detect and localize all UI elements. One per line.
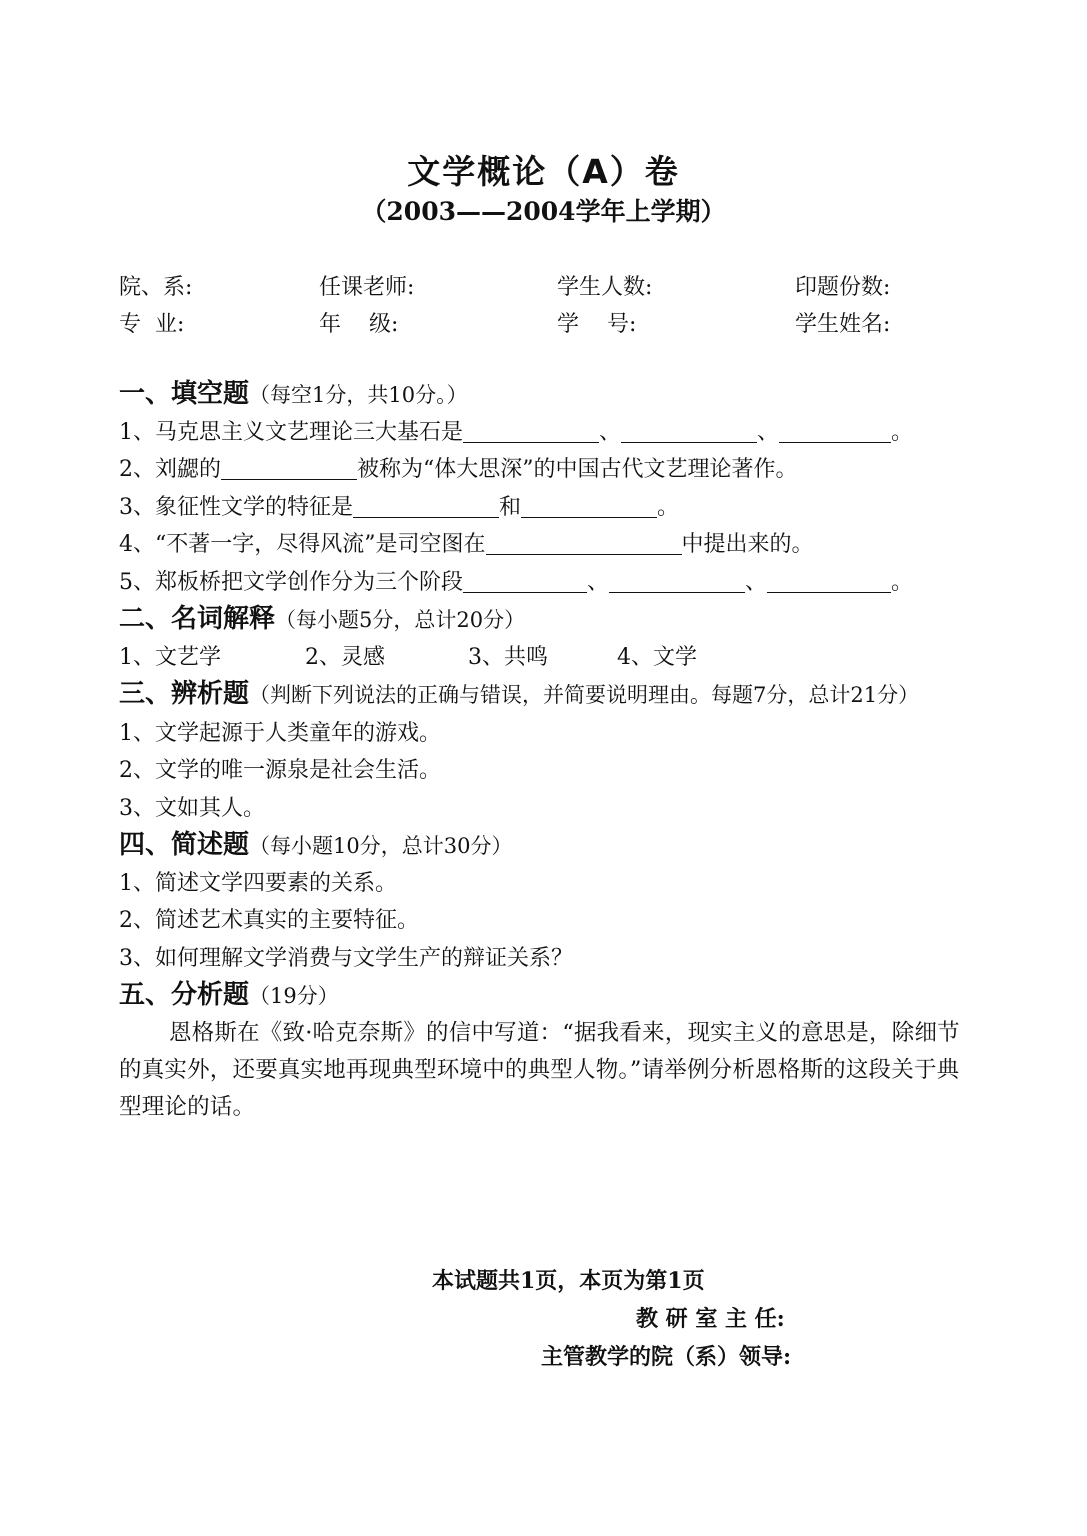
exam-title: 文学概论（A）卷 — [407, 152, 680, 191]
section-title: 二、名词解释 — [119, 604, 276, 634]
answer-blank[interactable] — [521, 493, 657, 518]
meta-student-count: 学生人数: — [557, 275, 653, 300]
separator: 、 — [745, 569, 768, 595]
question-text: 2、刘勰的 — [119, 457, 221, 482]
section-title: 四、简述题 — [119, 830, 250, 860]
separator: 、 — [599, 419, 622, 445]
question-text: 和 — [499, 494, 522, 520]
meta-major: 专 业: — [119, 312, 185, 337]
section-note: （19分） — [249, 984, 339, 1008]
term-item: 4、文学 — [617, 644, 697, 670]
answer-blank[interactable] — [621, 418, 757, 443]
exam-subtitle: （2003——2004学年上学期） — [361, 197, 726, 226]
question-4 — [119, 526, 977, 564]
answer-blank[interactable] — [353, 493, 499, 518]
meta-student-id: 学 号: — [557, 312, 637, 337]
separator: 。 — [891, 419, 914, 445]
answer-blank[interactable] — [609, 568, 745, 593]
section-note: （每小题10分，总计30分） — [249, 834, 513, 858]
director-signature-label: 教 研 室 主 任: — [636, 1306, 785, 1332]
question-text: 3、象征性文学的特征是 — [119, 494, 353, 520]
separator: 、 — [587, 569, 610, 595]
term-list — [119, 639, 977, 677]
section-note: （判断下列说法的正确与错误，并简要说明理由。每题7分，总计21分） — [249, 683, 920, 707]
meta-row-2 — [119, 307, 979, 341]
answer-blank[interactable] — [767, 568, 891, 593]
question-text: 5、郑板桥把文学创作分为三个阶段 — [119, 569, 463, 595]
exam-body — [119, 376, 977, 1126]
short-answer-item: 1、简述文学四要素的关系。 — [119, 870, 397, 896]
meta-copies: 印题份数: — [795, 275, 891, 300]
question-text: 1、马克思主义文艺理论三大基石是 — [119, 419, 463, 445]
judgement-item: 3、文如其人。 — [119, 795, 265, 821]
question-text: 4、“不著一字，尽得风流”是司空图在 — [119, 532, 486, 557]
separator: 。 — [891, 569, 914, 595]
question-2 — [119, 451, 977, 489]
question-3 — [119, 489, 977, 527]
section-essay — [119, 977, 977, 1015]
meta-grade: 年 级: — [319, 312, 399, 337]
separator: 。 — [657, 494, 680, 520]
answer-blank[interactable] — [463, 568, 587, 593]
meta-department: 院、系: — [119, 275, 193, 300]
answer-blank[interactable] — [486, 530, 682, 555]
section-title: 三、辨析题 — [119, 679, 250, 709]
page-count: 本试题共1页，本页为第1页 — [432, 1268, 705, 1294]
section-title: 五、分析题 — [119, 980, 250, 1010]
question-5 — [119, 564, 977, 602]
section-title: 一、填空题 — [119, 379, 250, 409]
judgement-item: 1、文学起源于人类童年的游戏。 — [119, 720, 441, 746]
leader-signature-label: 主管教学的院（系）领导: — [541, 1344, 792, 1370]
answer-blank[interactable] — [779, 418, 891, 443]
section-note: （每小题5分，总计20分） — [275, 608, 526, 632]
section-analysis-judgement — [119, 676, 977, 715]
section-definitions — [119, 601, 977, 639]
question-text: 中提出来的。 — [681, 532, 814, 557]
question-text: 被称为“体大思深”的中国古代文艺理论著作。 — [357, 457, 798, 482]
meta-student-name: 学生姓名: — [795, 312, 891, 337]
judgement-item: 2、文学的唯一源泉是社会生活。 — [119, 758, 441, 783]
answer-blank[interactable] — [463, 418, 599, 443]
meta-row-1 — [119, 270, 979, 304]
section-fill-in — [119, 376, 977, 414]
short-answer-item: 3、如何理解文学消费与文学生产的辩证关系？ — [119, 945, 573, 971]
meta-teacher: 任课老师: — [319, 275, 415, 300]
term-item: 2、灵感 — [305, 644, 385, 670]
section-note: （每空1分，共10分。） — [249, 383, 468, 407]
section-short-answer — [119, 827, 977, 865]
term-item: 1、文艺学 — [119, 644, 221, 670]
short-answer-item: 2、简述艺术真实的主要特征。 — [119, 908, 419, 933]
term-item: 3、共鸣 — [468, 644, 548, 670]
answer-blank[interactable] — [221, 455, 357, 480]
separator: 、 — [757, 419, 780, 445]
question-1 — [119, 414, 977, 452]
essay-prompt: 恩格斯在《致·哈克奈斯》的信中写道：“据我看来，现实主义的意思是，除细节的真实外，还要真实地再现典型环境中的典型人物。”请举例分析恩格斯的这段关于典型理论的话。 — [119, 1019, 960, 1120]
